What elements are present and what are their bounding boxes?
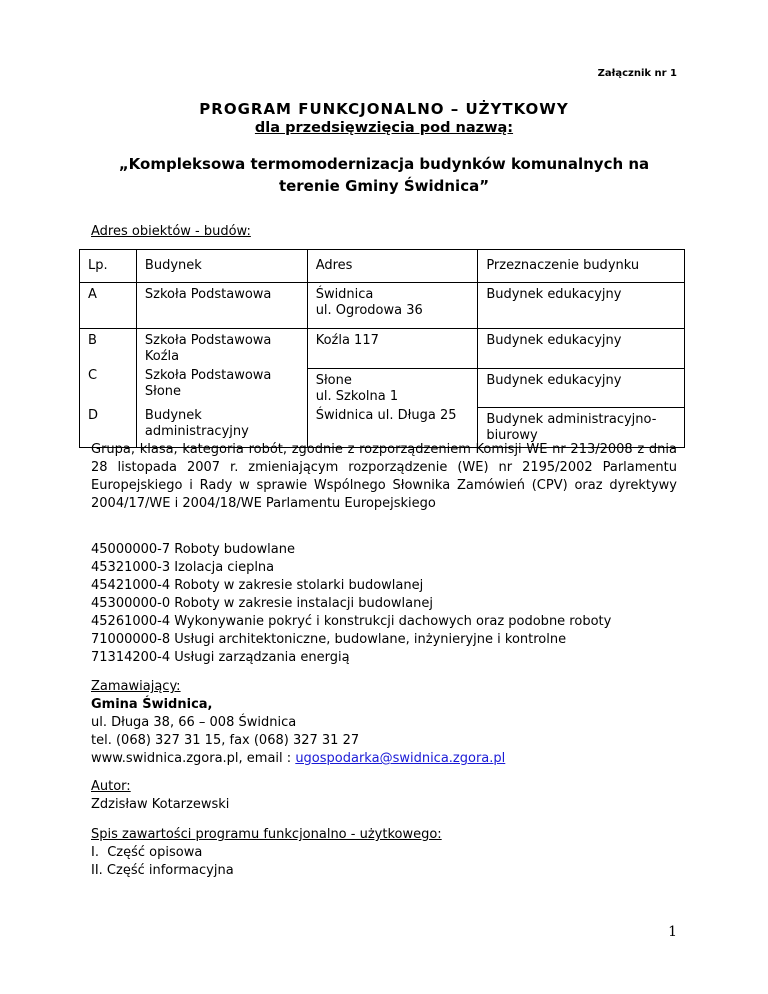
cell-line: Świdnica: [315, 287, 374, 302]
cell-lp: C: [80, 368, 137, 408]
contents-block: [91, 826, 442, 880]
author-block: [91, 778, 229, 814]
orderer-phone: tel. (068) 327 31 15, fax (068) 327 31 27: [91, 733, 360, 748]
cell-line: Koźla: [144, 349, 180, 364]
page-number: 1: [668, 924, 677, 940]
cell-line: Słone: [144, 384, 182, 399]
header-building: Budynek: [136, 250, 307, 283]
table-row: [80, 329, 685, 369]
cell-line: Szkoła Podstawowa: [144, 333, 272, 348]
cell-purpose: [478, 283, 685, 329]
cell-line: Budynek edukacyjny: [486, 333, 622, 348]
list-item: 71314200-4 Usługi zarządzania energią: [91, 650, 350, 665]
objects-table: [79, 249, 685, 448]
cell-lp: B: [80, 329, 137, 369]
cell-line: Słone: [315, 372, 352, 388]
orderer-address: ul. Długa 38, 66 – 008 Świdnica: [91, 715, 297, 730]
address-section-label: Adres obiektów - budów:: [91, 224, 251, 239]
cell-line: Koźla 117: [315, 333, 379, 348]
cell-line: Budynek administracyjno-: [486, 412, 657, 427]
cell-building: [136, 368, 307, 408]
cell-address: [307, 368, 478, 408]
title-line-2: dla przedsięwzięcia pod nazwą:: [254, 120, 514, 136]
list-item: II. Część informacyjna: [91, 863, 234, 878]
list-item: 45421000-4 Roboty w zakresie stolarki budowlanej: [91, 578, 424, 593]
contents-label: Spis zawartości programu funkcjonalno - użytkowego:: [91, 827, 442, 842]
cell-line: ul. Szkolna 1: [315, 388, 399, 404]
header-purpose: Przeznaczenie budynku: [478, 250, 685, 283]
list-item: 45300000-0 Roboty w zakresie instalacji budowlanej: [91, 596, 433, 611]
list-item: I. Część opisowa: [91, 845, 203, 860]
cell-line: Budynek edukacyjny: [486, 287, 622, 302]
orderer-contact: [91, 750, 505, 768]
list-item: 45321000-3 Izolacja cieplna: [91, 560, 275, 575]
cell-address: [307, 283, 478, 329]
document-title: [0, 100, 768, 138]
cell-lp: A: [80, 283, 137, 329]
project-name-line-2: terenie Gminy Świdnica”: [278, 177, 490, 195]
list-item: 45000000-7 Roboty budowlane: [91, 542, 295, 557]
list-item: 71000000-8 Usługi architektoniczne, budowlane, inżynieryjne i kontrolne: [91, 632, 567, 647]
cell-line: Budynek edukacyjny: [486, 372, 622, 388]
project-name: [60, 153, 708, 197]
author-name: Zdzisław Kotarzewski: [91, 797, 230, 812]
orderer-web: www.swidnica.zgora.pl, email :: [91, 751, 296, 766]
header-address: Adres: [307, 250, 478, 283]
attachment-label: Załącznik nr 1: [597, 68, 677, 79]
list-item: 45261000-4 Wykonywanie pokryć i konstrukcji dachowych oraz podobne roboty: [91, 614, 612, 629]
cell-address: [307, 329, 478, 369]
title-line-1: PROGRAM FUNKCJONALNO – UŻYTKOWY: [199, 100, 569, 118]
cell-line: administracyjny: [144, 423, 249, 439]
cpv-description: Grupa, klasa, kategoria robót, zgodnie z rozporządzeniem Komisji WE nr 213/2008 z dnia 28 listopada 2007 r. zmieniającym rozporządzenie (WE) nr 2195/2002 Parlamentu Europejskiego i Rady w sprawie Wspólnego Słownika Zamówień (CPV) oraz dyrektywy 2004/17/WE i 2004/18/WE Parlamentu Europejskiego: [91, 442, 677, 511]
cell-lp: D: [80, 408, 137, 448]
cell-purpose: [478, 329, 685, 369]
orderer-block: [91, 678, 505, 768]
header-lp: Lp.: [80, 250, 137, 283]
cell-line: ul. Ogrodowa 36: [315, 303, 423, 318]
table-row: [80, 368, 685, 408]
cell-purpose: [478, 368, 685, 408]
project-name-line-1: „Kompleksowa termomodernizacja budynków komunalnych na: [118, 155, 650, 173]
cell-building: [136, 283, 307, 329]
cell-line: Szkoła Podstawowa: [144, 368, 272, 383]
cell-line: biurowy: [486, 428, 538, 443]
cpv-list: [91, 541, 611, 667]
author-label: Autor:: [91, 779, 131, 794]
cell-line: Budynek: [144, 407, 202, 423]
table-header-row: [80, 250, 685, 283]
orderer-label: Zamawiający:: [91, 679, 181, 694]
cell-line: Szkoła Podstawowa: [144, 287, 272, 302]
cell-line: Świdnica ul. Długa 25: [315, 407, 457, 423]
orderer-name: Gmina Świdnica,: [91, 697, 213, 712]
email-link[interactable]: ugospodarka@swidnica.zgora.pl: [295, 751, 506, 766]
table-row: [80, 283, 685, 329]
cell-building: [136, 329, 307, 369]
